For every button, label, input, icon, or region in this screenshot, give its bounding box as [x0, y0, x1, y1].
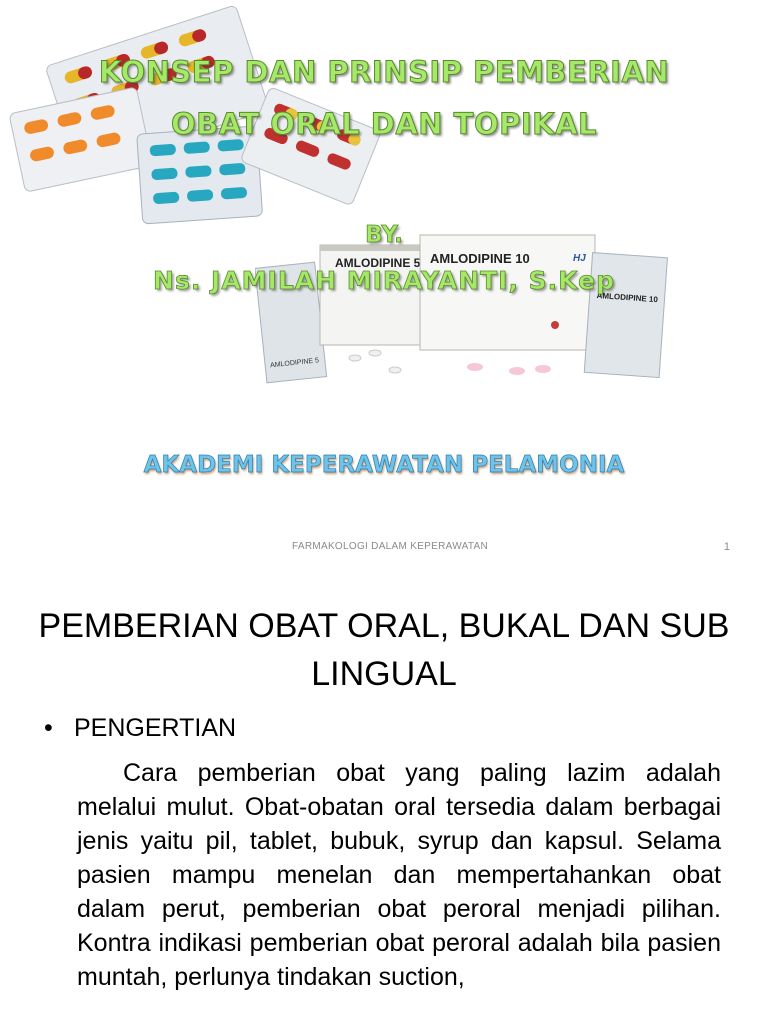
author-name: Ns. JAMILAH MIRAYANTI, S.Kep: [153, 266, 615, 295]
by-label: BY.: [365, 222, 403, 248]
strip-left-label: AMLODIPINE 5: [269, 357, 320, 370]
bullet-icon: •: [44, 714, 53, 742]
slide-2-title: PEMBERIAN OBAT ORAL, BUKAL DAN SUB LINGUAL: [38, 607, 730, 693]
slide-2: [0, 576, 768, 1024]
definition-paragraph: Cara pemberian obat yang paling lazim adalah melalui mulut. Obat-obatan oral tersedia dalam berbagai jenis yaitu pil, tablet, bubuk, syrup dan kapsul. Selama pasien mampu menelan dan mempertahankan obat dalam perut, pemberian obat peroral menjadi pilihan. Kontra indikasi pemberian obat peroral adalah bila pasien muntah, perlunya tindakan suction,: [77, 759, 721, 991]
slide-1-title-line-2: OBAT ORAL DAN TOPIKAL: [170, 107, 598, 141]
page-number: 1: [723, 541, 730, 553]
box-left-label: AMLODIPINE 5: [335, 256, 421, 270]
slide-1-title-line-1: KONSEP DAN PRINSIP PEMBERIAN: [98, 55, 670, 89]
box-right-label: AMLODIPINE 10: [430, 251, 530, 266]
slide-footer: FARMAKOLOGI DALAM KEPERAWATAN: [292, 541, 488, 552]
amlodipine-boxes-image: [255, 225, 670, 390]
institution-name: AKADEMI KEPERAWATAN PELAMONIA: [143, 452, 625, 478]
bullet-item: [44, 714, 236, 743]
strip-right-label: AMLODIPINE 10: [596, 290, 659, 305]
bullet-label: PENGERTIAN: [74, 714, 237, 742]
brand-logo-box: HJ: [573, 253, 586, 264]
